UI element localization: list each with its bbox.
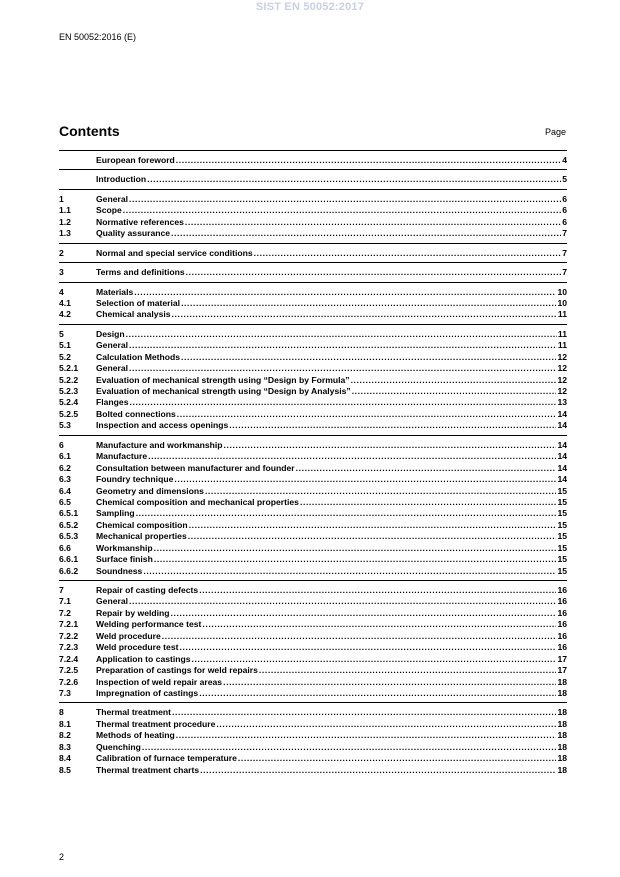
toc-group bbox=[59, 169, 567, 188]
toc-entry-number: 6.1 bbox=[59, 451, 71, 462]
toc-dot-leader bbox=[216, 719, 556, 730]
toc-dot-leader bbox=[136, 508, 557, 519]
toc-entry-title: Weld procedure bbox=[96, 630, 161, 641]
toc-entry[interactable] bbox=[59, 730, 567, 741]
toc-entry[interactable] bbox=[59, 677, 567, 688]
toc-entry-page: 15 bbox=[557, 565, 567, 576]
toc-dot-leader bbox=[176, 730, 557, 741]
toc-entry[interactable] bbox=[59, 619, 567, 630]
toc-entry-number: 7.2.5 bbox=[59, 665, 79, 676]
toc-dot-leader bbox=[229, 420, 556, 431]
toc-entry[interactable] bbox=[59, 440, 567, 451]
toc-entry-number: 1.3 bbox=[59, 228, 71, 239]
toc-entry-page: 12 bbox=[557, 386, 567, 396]
toc-entry[interactable] bbox=[59, 463, 567, 474]
toc-group bbox=[59, 580, 567, 702]
toc-entry-page: 18 bbox=[557, 730, 567, 741]
toc-entry-page: 11 bbox=[557, 328, 567, 339]
toc-entry-number: 7.2.2 bbox=[59, 630, 79, 641]
toc-entry[interactable] bbox=[59, 742, 567, 753]
toc-entry-page: 16 bbox=[557, 642, 567, 653]
toc-entry-title: Manufacture and workmanship bbox=[96, 439, 223, 450]
toc-entry[interactable] bbox=[59, 765, 567, 776]
toc-entry-number: 6.5.2 bbox=[59, 519, 79, 530]
toc-group bbox=[59, 282, 567, 324]
toc-dot-leader bbox=[142, 742, 557, 753]
toc-entry-page: 14 bbox=[557, 474, 567, 485]
toc-entry-page: 15 bbox=[557, 496, 567, 507]
toc-entry-title: Normative references bbox=[96, 216, 184, 227]
toc-entry-number: 6.6.2 bbox=[59, 565, 79, 576]
toc-dot-leader bbox=[129, 363, 556, 374]
toc-dot-leader bbox=[129, 194, 561, 205]
toc-dot-leader bbox=[181, 298, 556, 309]
toc-entry-title: Soundness bbox=[96, 565, 143, 576]
toc-entry-page: 16 bbox=[557, 630, 567, 641]
toc-entry-number: 7.2.6 bbox=[59, 676, 79, 687]
toc-entry-number: 5.2.2 bbox=[59, 374, 79, 385]
toc-entry-title: Weld procedure test bbox=[96, 642, 179, 653]
watermark: SIST EN 50052:2017 bbox=[255, 1, 365, 13]
toc-entry[interactable] bbox=[59, 631, 567, 642]
toc-entry[interactable] bbox=[59, 397, 567, 408]
toc-entry-page: 14 bbox=[557, 439, 567, 450]
toc-entry-page: 18 bbox=[557, 764, 567, 775]
toc-group bbox=[59, 243, 567, 262]
toc-entry-page: 18 bbox=[557, 718, 567, 729]
toc-entry[interactable] bbox=[59, 753, 567, 764]
toc-entry-number: 6.4 bbox=[59, 485, 71, 496]
toc-entry-number: 7.2.4 bbox=[59, 653, 79, 664]
toc-dot-leader bbox=[202, 619, 556, 630]
toc-dot-leader bbox=[172, 309, 557, 320]
toc-entry-page: 15 bbox=[557, 485, 567, 496]
toc-entry[interactable] bbox=[59, 298, 567, 309]
toc-entry-title: General bbox=[96, 193, 129, 204]
toc-entry-page: 15 bbox=[557, 519, 567, 530]
toc-group bbox=[59, 324, 567, 435]
toc-entry-page: 17 bbox=[557, 665, 567, 676]
toc-entry[interactable] bbox=[59, 194, 567, 205]
toc-entry-title: Bolted connections bbox=[96, 408, 176, 419]
toc-entry-number: 5.3 bbox=[59, 420, 71, 431]
toc-entry-title: Thermal treatment charts bbox=[96, 764, 200, 775]
toc-group bbox=[59, 435, 567, 580]
toc-entry-title: Consultation between manufacturer and founder bbox=[96, 462, 295, 473]
toc-dot-leader bbox=[134, 287, 556, 298]
toc-dot-leader bbox=[162, 631, 557, 642]
toc-entry[interactable] bbox=[59, 375, 567, 386]
toc-entry-page: 11 bbox=[557, 309, 567, 320]
toc-entry-page: 13 bbox=[557, 397, 567, 408]
toc-entry[interactable] bbox=[59, 719, 567, 730]
toc-entry[interactable] bbox=[59, 386, 567, 397]
toc-entry[interactable] bbox=[59, 665, 567, 676]
toc-dot-leader bbox=[352, 386, 557, 397]
toc-entry[interactable] bbox=[59, 654, 567, 665]
toc-entry-number: 5.2.5 bbox=[59, 408, 79, 419]
toc-entry-number: 6.6 bbox=[59, 542, 71, 553]
toc-entry-page: 16 bbox=[557, 619, 567, 630]
toc-entry-number: 6.5 bbox=[59, 496, 71, 507]
toc-entry-number: 5 bbox=[59, 328, 64, 339]
toc-entry-title: Impregnation of castings bbox=[96, 687, 199, 698]
toc-entry[interactable] bbox=[59, 267, 567, 278]
toc-entry-number: 5.2.3 bbox=[59, 386, 79, 396]
toc-entry-title: Sampling bbox=[96, 508, 135, 519]
toc-dot-leader bbox=[200, 765, 556, 776]
toc-entry[interactable] bbox=[59, 228, 567, 239]
toc-entry-title: Mechanical properties bbox=[96, 531, 187, 542]
toc-entry-number: 6.5.3 bbox=[59, 531, 79, 542]
toc-entry-number: 7.2.3 bbox=[59, 642, 79, 653]
toc-entry-title: Repair by welding bbox=[96, 607, 170, 618]
toc-entry-number: 2 bbox=[59, 247, 64, 258]
toc-entry-page: 15 bbox=[557, 542, 567, 553]
toc-dot-leader bbox=[205, 486, 557, 497]
toc-entry-number: 5.2.1 bbox=[59, 363, 79, 374]
toc-entry[interactable] bbox=[59, 420, 567, 431]
toc-entry-number: 8.1 bbox=[59, 718, 71, 729]
toc-entry-number: 7.2 bbox=[59, 607, 71, 618]
toc-entry-number: 6 bbox=[59, 439, 64, 450]
toc-entry-page: 14 bbox=[557, 462, 567, 473]
toc-entry[interactable] bbox=[59, 520, 567, 531]
toc-entry[interactable] bbox=[59, 688, 567, 699]
toc-entry-number: 7.1 bbox=[59, 596, 71, 607]
toc-entry-number: 7.2.1 bbox=[59, 619, 79, 630]
toc-entry-title: Quality assurance bbox=[96, 228, 171, 239]
toc-entry-page: 11 bbox=[557, 340, 567, 351]
toc-entry-page: 18 bbox=[557, 741, 567, 752]
toc-entry-title: Selection of material bbox=[96, 297, 181, 308]
toc-entry-number: 6.5.1 bbox=[59, 508, 79, 519]
toc-entry[interactable] bbox=[59, 474, 567, 485]
toc-group bbox=[59, 189, 567, 243]
toc-entry-title: Design bbox=[96, 328, 125, 339]
toc-entry-page: 18 bbox=[557, 707, 567, 718]
toc-entry[interactable] bbox=[59, 486, 567, 497]
toc-entry[interactable] bbox=[59, 217, 567, 228]
toc-entry-title: Application to castings bbox=[96, 653, 191, 664]
toc-dot-leader bbox=[176, 155, 561, 166]
toc-entry-number: 4 bbox=[59, 286, 64, 297]
toc-dot-leader bbox=[154, 543, 557, 554]
toc-dot-leader bbox=[199, 688, 556, 699]
toc-entry[interactable] bbox=[59, 608, 567, 619]
toc-entry-page: 16 bbox=[557, 596, 567, 607]
toc-entry[interactable] bbox=[59, 340, 567, 351]
toc-entry-title: Surface finish bbox=[96, 554, 153, 565]
toc-entry-title: Chemical analysis bbox=[96, 309, 171, 320]
toc-entry-number: 6.6.1 bbox=[59, 554, 79, 565]
toc-entry-title: General bbox=[96, 596, 129, 607]
toc-entry-number: 1.1 bbox=[59, 205, 71, 216]
toc-entry-title: Calculation Methods bbox=[96, 351, 181, 362]
toc-entry[interactable] bbox=[59, 642, 567, 653]
toc-entry-page: 7 bbox=[562, 228, 567, 239]
toc-entry-page: 6 bbox=[562, 193, 567, 204]
toc-dot-leader bbox=[129, 397, 556, 408]
toc-entry-title: Workmanship bbox=[96, 542, 153, 553]
toc-entry-page: 4 bbox=[562, 155, 567, 165]
toc-entry-number: 8.5 bbox=[59, 764, 71, 775]
toc-dot-leader bbox=[172, 707, 556, 718]
toc-entry-title: Terms and definitions bbox=[96, 267, 185, 278]
toc-entry-title: Manufacture bbox=[96, 451, 148, 462]
toc-entry-title: Welding performance test bbox=[96, 619, 202, 630]
toc-group bbox=[59, 702, 567, 779]
toc-entry-title: Foundry technique bbox=[96, 474, 174, 485]
toc-dot-leader bbox=[181, 352, 556, 363]
toc-entry-title: Calibration of furnace temperature bbox=[96, 753, 237, 764]
toc-entry-number: 6.2 bbox=[59, 462, 71, 473]
toc-entry-title: Quenching bbox=[96, 741, 141, 752]
page-number: 2 bbox=[59, 852, 65, 862]
toc-entry[interactable] bbox=[59, 174, 567, 185]
toc-entry[interactable] bbox=[59, 707, 567, 718]
toc-entry-page: 15 bbox=[557, 508, 567, 519]
toc-entry-page: 17 bbox=[557, 653, 567, 664]
toc-entry-page: 18 bbox=[557, 753, 567, 764]
toc-entry[interactable] bbox=[59, 497, 567, 508]
toc-entry-title: Materials bbox=[96, 286, 134, 297]
toc-dot-leader bbox=[148, 451, 556, 462]
toc-entry-title: Repair of casting defects bbox=[96, 585, 199, 595]
toc-dot-leader bbox=[186, 267, 562, 278]
toc-entry-number: 1 bbox=[59, 193, 64, 204]
toc-entry-title: Chemical composition bbox=[96, 519, 188, 530]
toc-entry-page: 7 bbox=[562, 267, 567, 278]
toc-entry-title: General bbox=[96, 340, 129, 351]
toc-entry-page: 16 bbox=[557, 607, 567, 618]
toc-dot-leader bbox=[123, 205, 561, 216]
toc-entry[interactable] bbox=[59, 155, 567, 166]
toc-dot-leader bbox=[223, 677, 556, 688]
toc-entry[interactable] bbox=[59, 508, 567, 519]
table-of-contents bbox=[59, 150, 567, 779]
toc-entry-number: 7 bbox=[59, 585, 64, 595]
toc-entry-number: 4.1 bbox=[59, 297, 71, 308]
toc-entry[interactable] bbox=[59, 543, 567, 554]
toc-entry-page: 10 bbox=[557, 286, 567, 297]
toc-entry-number: 1.2 bbox=[59, 216, 71, 227]
toc-entry-number: 8 bbox=[59, 707, 64, 718]
document-id: EN 50052:2016 (E) bbox=[59, 32, 137, 42]
toc-entry-page: 14 bbox=[557, 408, 567, 419]
toc-dot-leader bbox=[300, 497, 556, 508]
toc-entry-title: Scope bbox=[96, 205, 122, 216]
toc-dot-leader bbox=[199, 585, 556, 596]
toc-dot-leader bbox=[189, 520, 557, 531]
toc-entry[interactable] bbox=[59, 596, 567, 607]
toc-entry[interactable] bbox=[59, 309, 567, 320]
toc-entry-page: 12 bbox=[557, 363, 567, 374]
toc-dot-leader bbox=[254, 248, 562, 259]
toc-dot-leader bbox=[259, 665, 557, 676]
toc-entry-title: General bbox=[96, 363, 129, 374]
toc-entry-title: Inspection and access openings bbox=[96, 420, 229, 431]
toc-entry-page: 6 bbox=[562, 216, 567, 227]
toc-entry-number: 8.3 bbox=[59, 741, 71, 752]
toc-entry[interactable] bbox=[59, 287, 567, 298]
toc-dot-leader bbox=[188, 531, 557, 542]
toc-entry-title: Evaluation of mechanical strength using “Design by Formula” bbox=[96, 374, 350, 385]
toc-entry-title: Preparation of castings for weld repairs bbox=[96, 665, 258, 676]
toc-dot-leader bbox=[154, 554, 557, 565]
toc-entry[interactable] bbox=[59, 451, 567, 462]
toc-entry[interactable] bbox=[59, 554, 567, 565]
toc-entry-number: 8.4 bbox=[59, 753, 71, 764]
toc-group bbox=[59, 262, 567, 281]
toc-entry-number: 6.3 bbox=[59, 474, 71, 485]
toc-dot-leader bbox=[147, 174, 561, 185]
toc-entry[interactable] bbox=[59, 585, 567, 596]
toc-entry-page: 12 bbox=[557, 351, 567, 362]
toc-entry-title: Introduction bbox=[96, 174, 147, 185]
toc-entry-number: 3 bbox=[59, 267, 64, 278]
toc-dot-leader bbox=[192, 654, 557, 665]
toc-entry-number: 5.1 bbox=[59, 340, 71, 351]
toc-dot-leader bbox=[177, 409, 557, 420]
toc-entry-title: Geometry and dimensions bbox=[96, 485, 204, 496]
toc-entry-number: 5.2 bbox=[59, 351, 71, 362]
toc-entry-page: 6 bbox=[562, 205, 567, 216]
page-column-label: Page bbox=[544, 127, 566, 137]
toc-dot-leader bbox=[224, 440, 557, 451]
toc-entry-number: 4.2 bbox=[59, 309, 71, 320]
toc-entry-number: 8.2 bbox=[59, 730, 71, 741]
toc-entry-title: Chemical composition and mechanical properties bbox=[96, 496, 299, 507]
toc-dot-leader bbox=[174, 474, 556, 485]
toc-entry-title: Inspection of weld repair areas bbox=[96, 676, 223, 687]
toc-entry[interactable] bbox=[59, 566, 567, 577]
toc-dot-leader bbox=[171, 228, 561, 239]
toc-dot-leader bbox=[179, 642, 556, 653]
toc-entry-title: Evaluation of mechanical strength using “Design by Analysis” bbox=[96, 386, 351, 396]
toc-entry-title: Methods of heating bbox=[96, 730, 175, 741]
toc-entry[interactable] bbox=[59, 531, 567, 542]
toc-entry-page: 18 bbox=[557, 676, 567, 687]
toc-dot-leader bbox=[126, 329, 557, 340]
toc-entry[interactable] bbox=[59, 409, 567, 420]
page-title: Contents bbox=[59, 123, 120, 139]
toc-entry-page: 10 bbox=[557, 297, 567, 308]
toc-entry-number: 5.2.4 bbox=[59, 397, 79, 408]
toc-entry-title: European foreword bbox=[96, 155, 175, 165]
toc-entry-title: Flanges bbox=[96, 397, 129, 408]
toc-dot-leader bbox=[185, 217, 561, 228]
toc-entry-page: 14 bbox=[557, 420, 567, 431]
toc-dot-leader bbox=[129, 596, 556, 607]
toc-entry-page: 15 bbox=[557, 531, 567, 542]
toc-entry-page: 5 bbox=[562, 174, 567, 185]
toc-entry[interactable] bbox=[59, 329, 567, 340]
toc-entry[interactable] bbox=[59, 205, 567, 216]
toc-group bbox=[59, 150, 567, 169]
toc-entry[interactable] bbox=[59, 363, 567, 374]
toc-entry-page: 18 bbox=[557, 687, 567, 698]
toc-dot-leader bbox=[351, 375, 557, 386]
toc-entry-page: 12 bbox=[557, 374, 567, 385]
toc-entry-page: 16 bbox=[557, 585, 567, 595]
toc-entry-title: Thermal treatment procedure bbox=[96, 718, 216, 729]
toc-entry-number: 7.3 bbox=[59, 687, 71, 698]
toc-entry[interactable] bbox=[59, 352, 567, 363]
toc-entry-page: 14 bbox=[557, 451, 567, 462]
toc-dot-leader bbox=[238, 753, 557, 764]
toc-dot-leader bbox=[143, 566, 556, 577]
toc-entry[interactable] bbox=[59, 248, 567, 259]
toc-dot-leader bbox=[129, 340, 557, 351]
toc-entry-page: 7 bbox=[562, 247, 567, 258]
toc-entry-title: Thermal treatment bbox=[96, 707, 171, 718]
toc-entry-page: 15 bbox=[557, 554, 567, 565]
toc-dot-leader bbox=[296, 463, 557, 474]
toc-entry-title: Normal and special service conditions bbox=[96, 247, 253, 258]
toc-dot-leader bbox=[171, 608, 557, 619]
